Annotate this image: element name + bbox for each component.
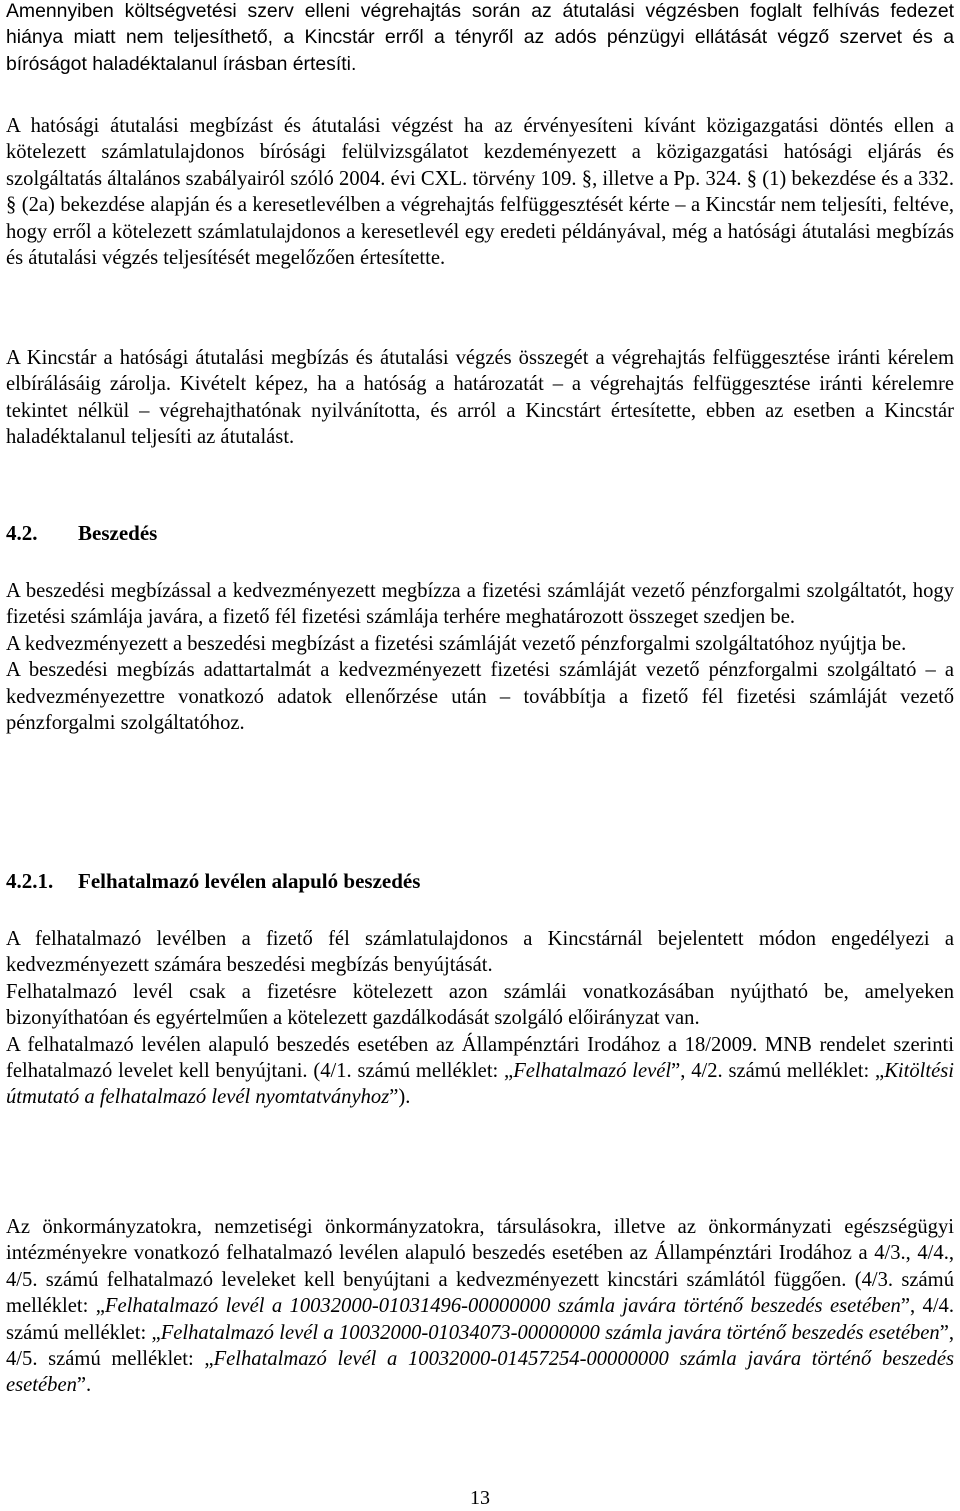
paragraph-hatosagi-atutalas — [6, 113, 954, 271]
paragraph-text: Felhatalmazó levél csak a fizetésre kötelezett azon számlái vonatkozásában nyújtható be, amelyeken bizonyíthatóan és egyértelműen a kötelezett gazdálkodását szolgáló előirányzat van. — [6, 980, 954, 1030]
paragraph-text: A kedvezményezett a beszedési megbízást a fizetési számláját vezető pénzforgalmi szolgáltatóhoz nyújtja be. — [6, 632, 907, 655]
paragraph-felhatalmazo-group — [6, 926, 954, 1111]
paragraph-intro — [6, 0, 954, 77]
section-heading-beszedes — [6, 520, 157, 546]
paragraph-text: Az önkormányzatokra, nemzetiségi önkormányzatokra, társulásokra, illetve az önkormányzati egészségügyi intézményekre vonatkozó felhatalmazó levélen alapuló beszedés esetében az Állampénztári Irodához a 4/3., 4/4., 4/5. számú felhatalmazó leveleket kell benyújtani a kedvezményezett kincstári számlától függően. (4/3. számú melléklet: „Felhatalmazó levél a 10032000-01031496-00000000 számla javára történő beszedés esetében”, 4/4. számú melléklet: „Felhatalmazó levél a 10032000-01034073-00000000 számla javára történő beszedés esetében”, 4/5. számú melléklet: „Felhatalmazó levél a 10032000-01457254-00000000 számla javára történő beszedés esetében”. — [6, 1216, 955, 1397]
paragraph-beszedes-group — [6, 578, 954, 736]
section-number: 4.2. — [6, 521, 38, 545]
paragraph-text: A felhatalmazó levélen alapuló beszedés esetében az Állampénztári Irodához a 18/2009. MNB rendelet szerinti felhatalmazó levelet kell benyújtani. (4/1. számú melléklet: „Felhatalmazó levél”, 4/2. számú melléklet: „Kitöltési útmutató a felhatalmazó levél nyomtatványhoz”). — [6, 1033, 954, 1109]
paragraph-text: A Kincstár a hatósági átutalási megbízás és átutalási végzés összegét a végrehajtás felfüggesztése iránti kérelem elbírálásáig zárolja. Kivételt képez, ha a hatóság a határozatát – a végrehajtás felfüggesztése iránti kérelemre tekintet nélkül – végrehajthatónak nyilvánította, és arról a Kincstárt értesítette, ebben az esetben a Kincstár haladéktalanul teljesíti az átutalást. — [6, 347, 954, 449]
section-number: 4.2.1. — [6, 869, 54, 893]
section-title: Beszedés — [78, 521, 158, 545]
paragraph-text: A beszedési megbízással a kedvezményezett megbízza a fizetési számláját vezető pénzforgalmi szolgáltatót, hogy fizetési számlája javára, a fizető fél fizetési számlája terhére meghatározott összeget szedjen be. — [6, 580, 954, 629]
paragraph-onkormanyzatok — [6, 1214, 954, 1399]
paragraph-text: A hatósági átutalási megbízást és átutalási végzést ha az érvényesíteni kívánt közigazgatási döntés ellen a kötelezett számlatulajdonos bírósági felülvizsgálatot kezdeményezett a közigazgatási hatósági eljárás és szolgáltatás általános szabályairól szóló 2004. évi CXL. törvény 109. §, illetve a Pp. 324. § (1) bekezdése és a 332. § (2a) bekezdése alapján és a keresetlevélben a végrehajtás felfüggesztését kérte – a Kincstár nem teljesíti, feltéve, hogy erről a kötelezett számlatulajdonos a keresetlevél egy eredeti példányával, még a hatósági átutalási megbízás és átutalási végzés teljesítését megelőzően értesítette. — [6, 115, 954, 270]
section-heading-felhatalmazo — [6, 868, 420, 894]
page-number: 13 — [470, 1487, 490, 1509]
section-title: Felhatalmazó levélen alapuló beszedés — [78, 869, 421, 893]
paragraph-text: A felhatalmazó levélben a fizető fél számlatulajdonos a Kincstárnál bejelentett módon engedélyezi a kedvezményezett számára beszedési megbízás benyújtását. — [6, 928, 954, 977]
paragraph-kincstar-zarolas — [6, 345, 954, 451]
paragraph-text: Amennyiben költségvetési szerv elleni végrehajtás során az átutalási végzésben foglalt felhívás fedezet hiánya miatt nem teljesíthető, a Kincstár erről a tényről az adós pénzügyi ellátását végző szervet és a bíróságot haladéktalanul írásban értesíti. — [6, 0, 954, 75]
paragraph-text: A beszedési megbízás adattartalmát a kedvezményezett fizetési számláját vezető pénzforgalmi szolgáltató – a kedvezményezettre vonatkozó adatok ellenőrzése után – továbbítja a fizető fél fizetési számláját vezető pénzforgalmi szolgáltatóhoz. — [6, 659, 954, 735]
